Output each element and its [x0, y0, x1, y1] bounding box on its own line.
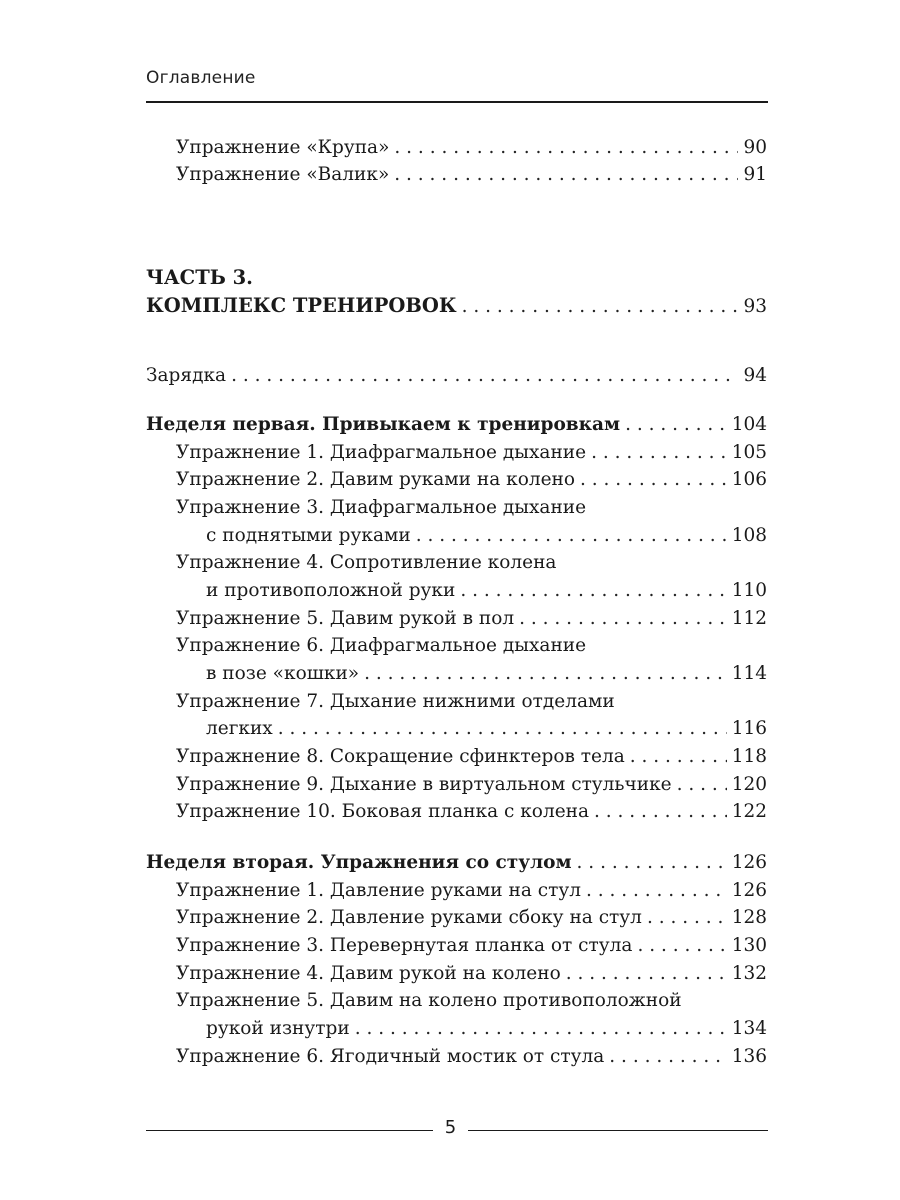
toc-entry [176, 960, 767, 987]
dot-leader [630, 743, 727, 770]
running-header: Оглавление [146, 68, 256, 88]
toc-entry [176, 743, 767, 770]
toc-entry-text: Упражнение 4. Давим рукой на колено [176, 963, 561, 984]
dot-leader [577, 849, 727, 876]
toc-page-number: 90 [743, 137, 767, 158]
toc-entry-text: Упражнение «Крупа» [176, 137, 390, 158]
toc-entry-line1: Упражнение 7. Дыхание нижними отделами [176, 691, 615, 712]
toc-entry-text: и противоположной руки [206, 580, 456, 601]
toc-entry-text: Зарядка [146, 365, 227, 386]
toc-page-number: 110 [731, 580, 767, 601]
dot-leader [231, 362, 738, 389]
toc-entry-line1: Упражнение 3. Диафрагмальное дыхание [176, 497, 587, 518]
toc-page-number: 112 [731, 608, 767, 629]
toc-entry-text: рукой изнутри [206, 1018, 350, 1039]
toc-entry-text: Упражнение 5. Давим рукой в пол [176, 608, 515, 629]
toc-page-number: 126 [731, 852, 767, 873]
toc-entry [176, 798, 767, 825]
dot-leader [637, 932, 726, 959]
toc-entry [176, 605, 767, 632]
part-heading-entry [146, 292, 767, 320]
toc-entry [176, 877, 767, 904]
toc-page-number: 106 [731, 469, 767, 490]
toc-entry-text: с поднятыми руками [206, 525, 411, 546]
toc-entry [176, 466, 767, 493]
toc-page-number: 132 [731, 963, 767, 984]
section-entry-week1 [146, 411, 767, 438]
toc-page-number: 104 [731, 414, 767, 435]
toc-page-number: 136 [731, 1046, 767, 1067]
toc-entry-text: Упражнение «Валик» [176, 164, 390, 185]
dot-leader [278, 715, 727, 742]
toc-page-number: 94 [743, 365, 767, 386]
footer-rule-right [468, 1130, 768, 1131]
toc-page-number: 118 [731, 746, 767, 767]
toc-entry [176, 134, 767, 161]
dot-leader [460, 577, 726, 604]
toc-entry [176, 932, 767, 959]
toc-page-number: 116 [731, 718, 767, 739]
dot-leader [625, 411, 727, 438]
toc-entry-line1: Упражнение 4. Сопротивление колена [176, 552, 557, 573]
toc-entry-line1: Упражнение 6. Диафрагмальное дыхание [176, 635, 587, 656]
toc-entry-text: Упражнение 3. Перевернутая планка от стула [176, 935, 633, 956]
toc-page-number: 126 [731, 880, 767, 901]
part-heading-line2: КОМПЛЕКС ТРЕНИРОВОК [146, 294, 457, 317]
toc-entry [176, 904, 767, 931]
dot-leader [580, 466, 727, 493]
toc-page-number: 122 [731, 801, 767, 822]
dot-leader [609, 1043, 726, 1070]
toc-page-number: 91 [743, 164, 767, 185]
toc-entry-warmup [146, 362, 767, 389]
toc-page-number: 134 [731, 1018, 767, 1039]
dot-leader [394, 134, 738, 161]
toc-entry [206, 522, 767, 549]
toc-entry-text: Упражнение 10. Боковая планка с колена [176, 801, 590, 822]
dot-leader [355, 1015, 727, 1042]
footer-rule-left [146, 1130, 433, 1131]
toc-entry [206, 577, 767, 604]
dot-leader [591, 439, 727, 466]
toc-page-number: 128 [731, 907, 767, 928]
toc-page-number: 93 [743, 296, 767, 317]
dot-leader [462, 293, 739, 320]
toc-page-number: 130 [731, 935, 767, 956]
toc-entry-text: Упражнение 2. Давим руками на колено [176, 469, 576, 490]
toc-entry-text: в позе «кошки» [206, 663, 360, 684]
page-number: 5 [444, 1117, 457, 1138]
section-title: Неделя первая. Привыкаем к тренировкам [146, 414, 621, 435]
toc-entry [176, 1043, 767, 1070]
toc-entry [176, 771, 767, 798]
toc-page-number: 105 [731, 442, 767, 463]
toc-page-number: 114 [731, 663, 767, 684]
dot-leader [364, 660, 727, 687]
dot-leader [416, 522, 727, 549]
toc-page-number: 108 [731, 525, 767, 546]
dot-leader [594, 798, 727, 825]
dot-leader [647, 904, 727, 931]
toc-entry [176, 439, 767, 466]
section-entry-week2 [146, 849, 767, 876]
toc-entry [206, 715, 767, 742]
toc-entry-text: Упражнение 1. Диафрагмальное дыхание [176, 442, 587, 463]
dot-leader [586, 877, 727, 904]
toc-entry-text: Упражнение 1. Давление руками на стул [176, 880, 581, 901]
dot-leader [519, 605, 727, 632]
toc-entry-text: Упражнение 2. Давление руками сбоку на стул [176, 907, 642, 928]
toc-entry-text: Упражнение 8. Сокращение сфинктеров тела [176, 746, 625, 767]
toc-entry [206, 660, 767, 687]
toc-entry-text: легких [206, 718, 273, 739]
toc-entry-text: Упражнение 9. Дыхание в виртуальном стульчике [176, 774, 672, 795]
dot-leader [566, 960, 727, 987]
dot-leader [677, 771, 727, 798]
toc-entry [176, 161, 767, 188]
section-title: Неделя вторая. Упражнения со стулом [146, 852, 572, 873]
part-heading-line1: ЧАСТЬ 3. [146, 266, 253, 289]
dot-leader [394, 161, 738, 188]
toc-page-number: 120 [731, 774, 767, 795]
toc-entry-text: Упражнение 6. Ягодичный мостик от стула [176, 1046, 605, 1067]
toc-entry [206, 1015, 767, 1042]
toc-entry-line1: Упражнение 5. Давим на колено противоположной [176, 990, 682, 1011]
